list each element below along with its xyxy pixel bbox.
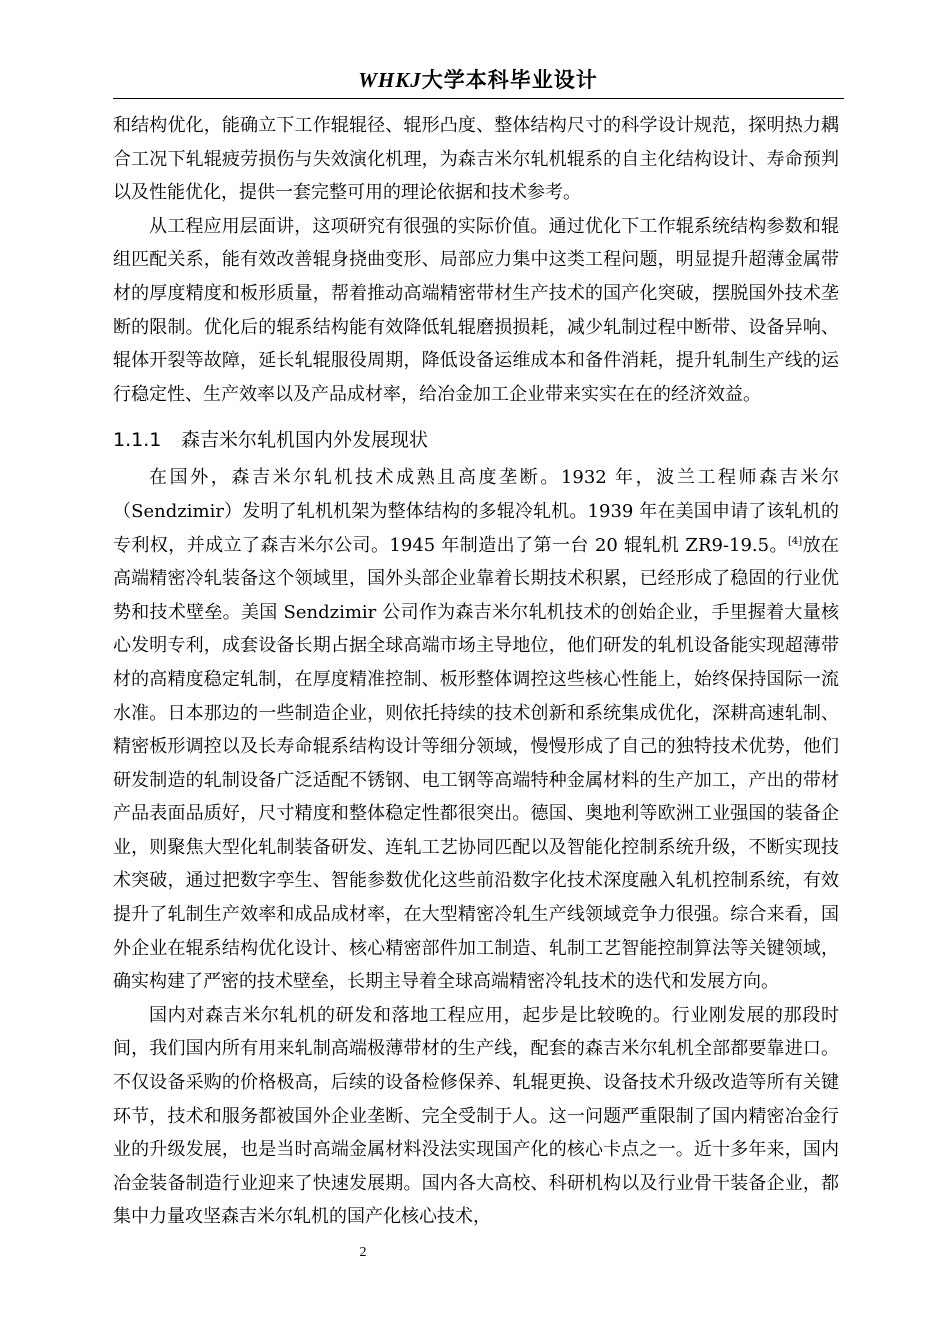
header-rule	[113, 98, 844, 99]
paragraph: 国内对森吉米尔轧机的研发和落地工程应用，起步是比较晚的。行业刚发展的那段时间，我们国内所有用来轧制高端极薄带材的生产线，配套的森吉米尔轧机全部都要靠进口。不仅设备采购的价格极高，后续的设备检修保养、轧辊更换、设备技术升级改造等所有关键环节，技术和服务都被国外企业垄断、完全受制于人。这一问题严重限制了国内精密冶金行业的升级发展，也是当时高端金属材料没法实现国产化的核心卡点之一。近十多年来，国内冶金装备制造行业迎来了快速发展期。国内各大高校、科研机构以及行业骨干装备企业，都集中力量攻坚森吉米尔轧机的国产化核心技术，	[113, 1004, 839, 1228]
section-title: 森吉米尔轧机国内外发展现状	[181, 429, 429, 452]
paragraph: 和结构优化，能确立下工作辊辊径、辊形凸度、整体结构尺寸的科学设计规范，探明热力耦合工况下轧辊疲劳损伤与失效演化机理，为森吉米尔轧机辊系的自主化结构设计、寿命预判以及性能优化，提供一套完整可用的理论依据和技术参考。	[113, 115, 839, 204]
running-header	[113, 66, 843, 94]
section-number: 1.1.1	[113, 429, 162, 452]
body-text	[113, 109, 839, 1234]
paragraph-text-after-citation: 放在高端精密冷轧装备这个领域里，国外头部企业靠着长期技术积累，已经形成了稳固的行业优势和技术壁垒。美国 Sendzimir 公司作为森吉米尔轧机技术的创始企业，手里握着大量核心发明专利，成套设备长期占据全球高端市场主导地位，他们研发的轧机设备能实现超薄带材的高精度稳定轧制，在厚度精准控制、板形整体调控这些核心性能上，始终保持国际一流水准。日本那边的一些制造企业，则依托持续的技术创新和系统集成优化，深耕高速轧制、精密板形调控以及长寿命辊系结构设计等细分领域，慢慢形成了自己的独特技术优势，他们研发制造的轧制设备广泛适配不锈钢、电工钢等高端特种金属材料的生产加工，产出的带材产品表面品质好，尺寸精度和整体稳定性都很突出。德国、奥地利等欧洲工业强国的装备企业，则聚焦大型化轧制装备研发、连轧工艺协同匹配以及智能化控制系统升级，不断实现技术突破，通过把数字孪生、智能参数优化这些前沿数字化技术深度融入轧机控制系统，有效提升了轧制生产效率和成品成材率，在大型精密冷轧生产线领域竞争力很强。综合来看，国外企业在辊系结构优化设计、核心精密部件加工制造、轧制工艺智能控制算法等关键领域，确实构建了严密的技术壁垒，长期主导着全球高端精密冷轧技术的迭代和发展方向。	[113, 534, 839, 993]
paragraph-text-before-citation: 在国外，森吉米尔轧机技术成熟且高度垄断。1932 年，波兰工程师森吉米尔（Sendzimir）发明了轧机机架为整体结构的多辊冷轧机。1939 年在美国申请了该轧机的专利权，并成立了森吉米尔公司。1945 年制造出了第一台 20 辊轧机 ZR9-19.5。	[113, 467, 839, 556]
header-title-latin: WHKJ	[358, 68, 422, 92]
paragraph: 从工程应用层面讲，这项研究有很强的实际价值。通过优化下工作辊系统结构参数和辊组匹配关系，能有效改善辊身挠曲变形、局部应力集中这类工程问题，明显提升超薄金属带材的厚度精度和板形质量，帮着推动高端精密带材生产技术的国产化突破，摆脱国外技术垄断的限制。优化后的辊系结构能有效降低轧辊磨损损耗，减少轧制过程中断带、设备异响、辊体开裂等故障，延长轧辊服役周期，降低设备运维成本和备件消耗，提升轧制生产线的运行稳定性、生产效率以及产品成材率，给冶金加工企业带来实实在在的经济效益。	[113, 215, 839, 405]
citation-marker: [4]	[787, 535, 803, 547]
header-title-cjk: 大学本科毕业设计	[421, 67, 598, 92]
page-number: 2	[359, 1245, 367, 1260]
paragraph-with-citation	[113, 461, 839, 999]
section-heading	[113, 425, 839, 455]
